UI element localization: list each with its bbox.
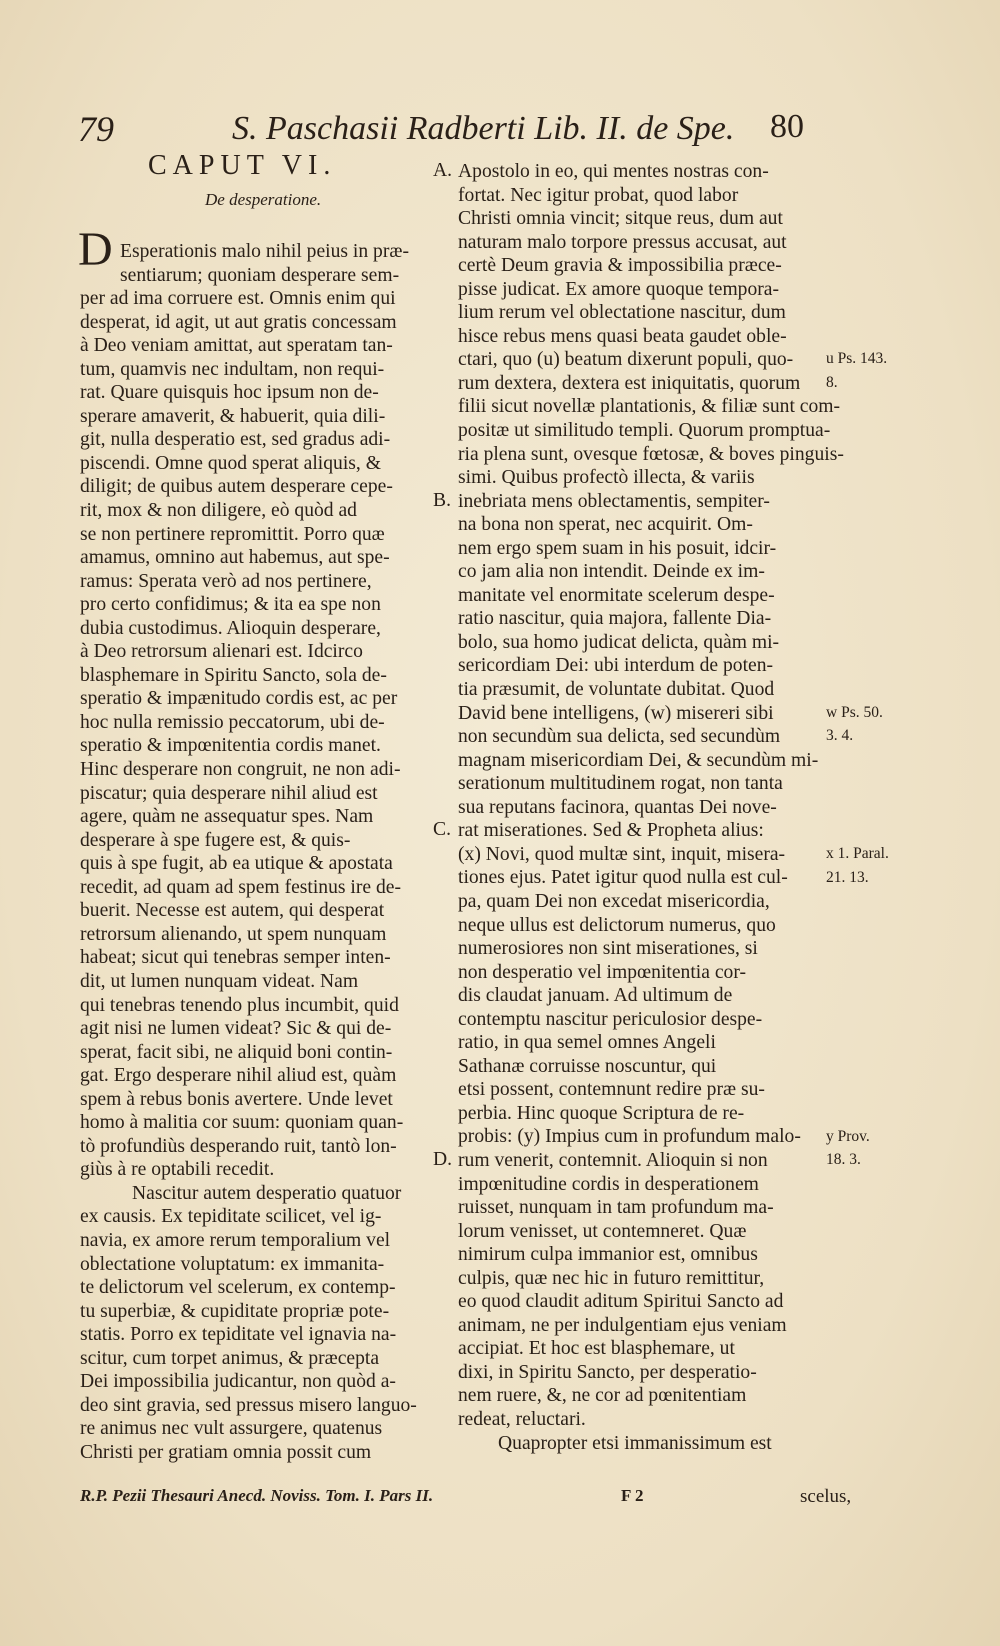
right-column-line: contemptu nascitur periculosior despe-: [458, 1008, 763, 1030]
right-column-line: rum venerit, contemnit. Alioquin si non: [458, 1149, 768, 1171]
left-column-line: rat. Quare quisquis hoc ipsum non de-: [80, 382, 379, 404]
right-column-line: nem ergo spem suam in his posuit, idcir-: [458, 537, 777, 559]
margin-note: y Prov.: [826, 1127, 870, 1145]
margin-note: 8.: [826, 373, 838, 391]
section-letter: B.: [433, 489, 451, 511]
right-column-line: tiones ejus. Patet igitur quod nulla est cul-: [458, 867, 788, 889]
left-column-line: te delictorum vel scelerum, ex contemp-: [80, 1277, 396, 1299]
left-column-line: retrorsum alienando, ut spem nunquam: [80, 923, 387, 945]
left-column-line: à Deo veniam amittat, aut speratam tan-: [80, 335, 393, 357]
left-column-line: git, nulla desperatio est, sed gradus adi-: [80, 429, 391, 451]
margin-note: 18. 3.: [826, 1151, 861, 1169]
left-column-line: dubia custodimus. Alioquin desperare,: [80, 617, 381, 639]
chapter-heading: CAPUT VI.: [148, 150, 337, 181]
right-column-line: sua reputans facinora, quantas Dei nove-: [458, 796, 777, 818]
left-column-line: per ad ima corruere est. Omnis enim qui: [80, 288, 396, 310]
right-column-line: Apostolo in eo, qui mentes nostras con-: [458, 161, 769, 182]
right-column-line: tia præsumit, de voluntate dubitat. Quod: [458, 679, 775, 701]
right-column-line: Sathanæ corruisse noscuntur, qui: [458, 1055, 717, 1077]
running-header: [0, 108, 1000, 154]
right-column-line: dixi, in Spiritu Sancto, per desperatio-: [458, 1361, 757, 1383]
left-column-line: amamus, omnino aut habemus, aut spe-: [80, 547, 390, 569]
margin-note: 21. 13.: [826, 868, 869, 886]
left-column-line: blasphemare in Spiritu Sancto, sola de-: [80, 664, 387, 686]
left-column-line: Christi per gratiam omnia possit cum: [80, 1441, 372, 1463]
right-column-line: numerosiores non sint miserationes, si: [458, 938, 758, 960]
left-column-line: desperat, id agit, ut aut gratis concessam: [80, 311, 397, 333]
left-column-line: scitur, cum torpet animus, & præcepta: [80, 1347, 380, 1369]
right-column-line: perbia. Hinc quoque Scriptura de re-: [458, 1102, 745, 1124]
footer-source: R.P. Pezii Thesauri Anecd. Noviss. Tom. I. Pars II.: [80, 1486, 434, 1505]
right-column-line: nem ruere, &, ne cor ad pœnitentiam: [458, 1385, 747, 1407]
left-column-line: speratio & impœnitentia cordis manet.: [80, 735, 381, 757]
left-column-line: agit nisi ne lumen videat? Sic & qui de-: [80, 1018, 392, 1040]
margin-note: 3. 4.: [826, 727, 854, 745]
left-column-line: qui tenebras tenendo plus incumbit, quid: [80, 994, 399, 1016]
right-column-line: pa, quam Dei non excedat misericordia,: [458, 890, 770, 912]
left-column-line: Nascitur autem desperatio quatuor: [132, 1182, 402, 1204]
left-column-line: Esperationis malo nihil peius in præ-: [120, 241, 409, 262]
page-number-right: 80: [770, 108, 804, 145]
left-column-line: tum, quamvis nec indultam, non requi-: [80, 358, 385, 380]
right-column-line: ctari, quo (u) beatum dixerunt populi, quo-: [458, 349, 794, 371]
right-column-line: ruisset, nunquam in tam profundum ma-: [458, 1197, 774, 1219]
catchword: scelus,: [800, 1486, 852, 1507]
left-column-line: piscatur; quia desperare nihil aliud est: [80, 782, 378, 804]
left-column-line: agere, quàm ne assequatur spes. Nam: [80, 806, 374, 828]
right-column-line: serationum multitudinem rogat, non tanta: [458, 773, 783, 795]
right-column-line: neque ullus est delictorum numerus, quo: [458, 914, 776, 936]
left-column-line: tu superbiæ, & cupiditate propriæ pote-: [80, 1300, 390, 1322]
left-column-line: rit, mox & non diligere, eò quòd ad: [80, 500, 357, 522]
right-column-line: David bene intelligens, (w) misereri sibi: [458, 702, 774, 724]
right-column-line: dis claudat januam. Ad ultimum de: [458, 985, 733, 1007]
right-column-line: naturam malo torpore pressus accusat, aut: [458, 231, 787, 253]
right-column-line: (x) Novi, quod multæ sint, inquit, misera-: [458, 843, 786, 865]
right-column-line: co jam alia non intendit. Deinde ex im-: [458, 561, 765, 583]
left-column-line: Dei impossibilia judicantur, non quòd a-: [80, 1371, 396, 1393]
right-column-line: rum dextera, dextera est iniquitatis, quorum: [458, 372, 801, 394]
right-column-line: animam, ne per indulgentiam ejus veniam: [458, 1314, 787, 1336]
left-column-line: oblectatione voluptatum: ex immanita-: [80, 1253, 385, 1275]
left-column-line: ramus: Sperata verò ad nos pertinere,: [80, 570, 372, 592]
left-column-line: diligit; de quibus autem desperare cepe-: [80, 476, 393, 498]
left-column-line: deo sint gravia, sed pressus misero languo-: [80, 1394, 417, 1416]
right-column-line: sericordiam Dei: ubi interdum de poten-: [458, 655, 774, 677]
right-column-line: etsi possent, contemnunt redire præ su-: [458, 1079, 765, 1101]
right-column-line: filii sicut novellæ plantationis, & filiæ sunt com-: [458, 396, 841, 418]
left-column-line: homo à malitia cor suum: quoniam quan-: [80, 1112, 404, 1134]
right-column-line: bolo, sua homo judicat delicta, quàm mi-: [458, 631, 780, 653]
margin-note: w Ps. 50.: [826, 703, 883, 721]
right-column-line: pisse judicat. Ex amore quoque tempora-: [458, 278, 780, 300]
left-column-line: statis. Porro ex tepiditate vel ignavia na-: [80, 1324, 397, 1346]
right-column-line: hisce rebus mens quasi beata gaudet oble-: [458, 325, 787, 347]
margin-note: x 1. Paral.: [826, 844, 889, 862]
right-column-line: simi. Quibus profectò illecta, & variis: [458, 467, 755, 489]
right-column-line: non desperatio vel impœnitentia cor-: [458, 961, 746, 983]
right-column-line: fortat. Nec igitur probat, quod labor: [458, 184, 739, 206]
left-column-line: ex causis. Ex tepiditate scilicet, vel ig-: [80, 1206, 382, 1228]
running-title: S. Paschasii Radberti Lib. II. de Spe.: [232, 110, 735, 147]
right-column-line: ratio, in qua semel omnes Angeli: [458, 1032, 716, 1054]
right-column-line: culpis, quæ nec hic in futuro remittitur,: [458, 1267, 765, 1289]
right-column-line: probis: (y) Impius cum in profundum malo-: [458, 1126, 801, 1148]
right-column-line: non secundùm sua delicta, sed secundùm: [458, 726, 781, 748]
left-column: [80, 240, 440, 1464]
left-column-line: dit, ut lumen nunquam videat. Nam: [80, 970, 359, 992]
right-column-line: lorum venisset, ut contemneret. Quæ: [458, 1220, 747, 1242]
margin-note: u Ps. 143.: [826, 350, 888, 368]
section-letter: A.: [433, 160, 453, 181]
right-column-line: certè Deum gravia & impossibilia præce-: [458, 255, 782, 277]
left-column-line: Hinc desperare non congruit, ne non adi-: [80, 759, 401, 781]
left-column-line: recedit, ad quam ad spem festinus ire de-: [80, 876, 402, 898]
left-column-line: sperare amaverit, & habuerit, quia dili-: [80, 405, 386, 427]
section-letter: D.: [433, 1149, 453, 1171]
right-column-line: rat miserationes. Sed & Propheta alius:: [458, 820, 764, 842]
left-column-line: pro certo confidimus; & ita ea spe non: [80, 594, 381, 616]
left-column-line: hoc nulla remissio peccatorum, ubi de-: [80, 711, 385, 733]
left-column-line: sperat, facit sibi, ne aliquid boni contin-: [80, 1041, 393, 1063]
right-column-line: magnam misericordiam Dei, & secundùm mi-: [458, 749, 819, 771]
left-column-line: tò profundiùs desperando ruit, tantò lon-: [80, 1135, 397, 1157]
right-column-line: eo quod claudit aditum Spiritui Sancto ad: [458, 1291, 784, 1313]
left-column-line: navia, ex amore rerum temporalium vel: [80, 1229, 391, 1251]
section-letter: C.: [433, 819, 451, 841]
right-column-line: impœnitudine cordis in desperationem: [458, 1173, 759, 1195]
left-column-line: speratio & impænitudo cordis est, ac per: [80, 688, 398, 710]
drop-cap: D: [78, 223, 113, 276]
left-column-line: se non pertinere repromittit. Porro quæ: [80, 523, 385, 545]
right-column-line: na bona non sperat, nec acquirit. Om-: [458, 514, 753, 536]
left-column-line: desperare à spe fugere est, & quis-: [80, 829, 351, 851]
left-column-line: spem à rebus bonis avertere. Unde levet: [80, 1088, 393, 1110]
right-column-line: lium rerum vel oblectatione nascitur, dum: [458, 302, 786, 324]
left-column-line: habeat; sicut qui tenebras semper inten-: [80, 947, 391, 969]
page-number-left: 79: [78, 109, 114, 149]
left-column-line: giùs à re optabili recedit.: [80, 1159, 275, 1181]
right-column-line: Quapropter etsi immanissimum est: [498, 1432, 772, 1454]
right-column-line: redeat, reluctari.: [458, 1408, 586, 1430]
left-column-line: piscendi. Omne quod sperat aliquis, &: [80, 452, 381, 474]
left-column-line: à Deo retrorsum alienari est. Idcirco: [80, 641, 363, 663]
signature-mark: F 2: [621, 1486, 644, 1505]
left-column-line: re animus nec vult assurgere, quatenus: [80, 1418, 383, 1440]
chapter-subtitle: De desperatione.: [205, 190, 322, 209]
right-column-line: ratio nascitur, quia majora, fallente Dia-: [458, 608, 772, 630]
left-column-line: sentiarum; quoniam desperare sem-: [120, 264, 400, 286]
right-column-line: manitate vel enormitate scelerum despe-: [458, 584, 775, 606]
right-column-line: accipiat. Et hoc est blasphemare, ut: [458, 1338, 735, 1360]
right-column-line: nimirum culpa immanior est, omnibus: [458, 1244, 758, 1266]
left-column-line: buerit. Necesse est autem, qui desperat: [80, 900, 385, 922]
left-column-line: quis à spe fugit, ab ea utique & apostata: [80, 853, 393, 875]
right-column-line: inebriata mens oblectamentis, sempiter-: [458, 490, 770, 512]
right-column-line: ria plena sunt, ovesque fœtosæ, & boves pinguis-: [458, 443, 844, 465]
left-column-line: gat. Ergo desperare nihil aliud est, quàm: [80, 1065, 397, 1087]
right-column-line: positæ ut similitudo templi. Quorum promptua-: [458, 420, 831, 442]
right-column-line: Christi omnia vincit; sitque reus, dum aut: [458, 208, 783, 230]
